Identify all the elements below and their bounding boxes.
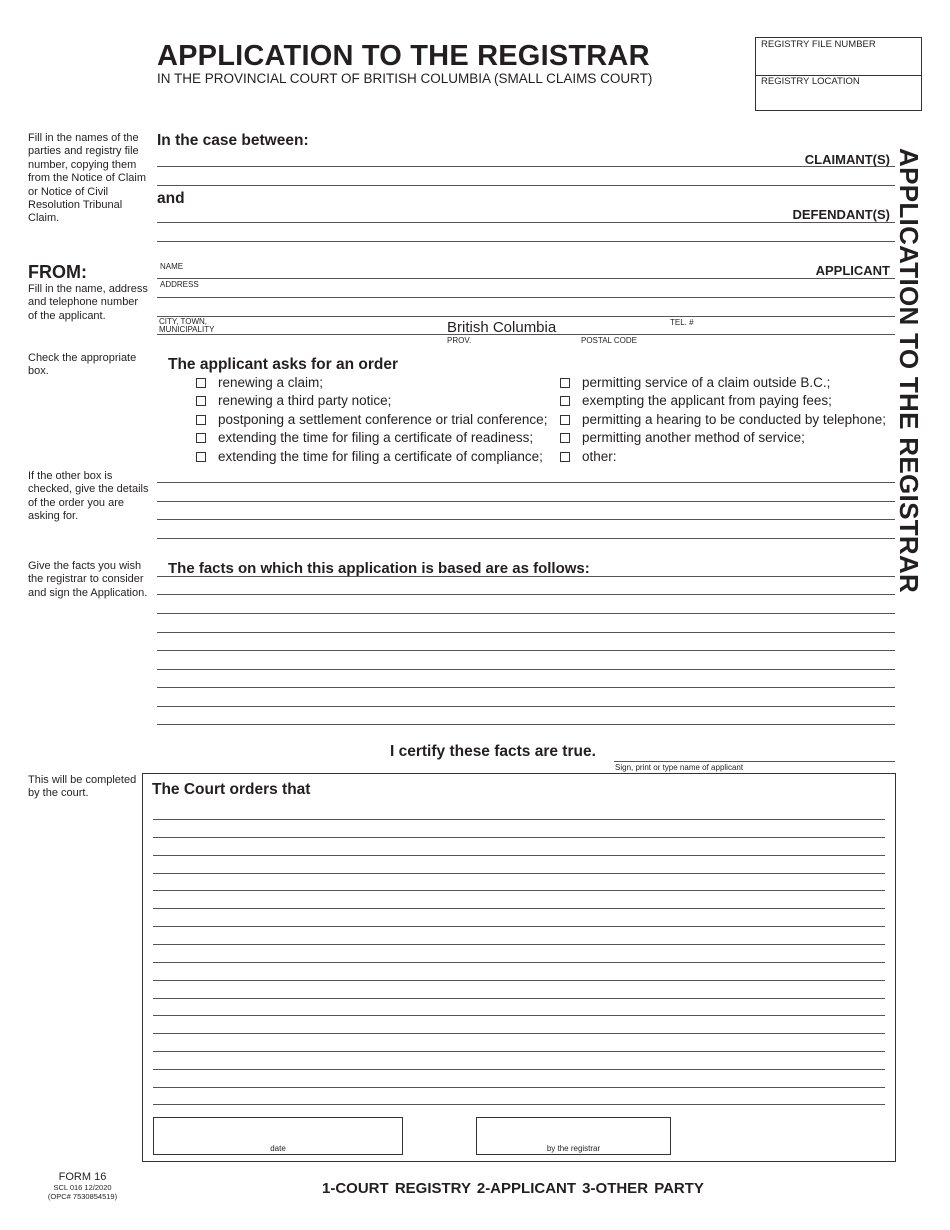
facts-line[interactable] [157, 650, 895, 651]
registry-location-label: REGISTRY LOCATION [761, 76, 860, 87]
name-line[interactable] [157, 278, 895, 279]
city-line[interactable] [157, 334, 895, 335]
option-other: other: [582, 449, 617, 464]
form-number: FORM 16 [58, 1171, 107, 1183]
claimant-line-2[interactable] [157, 185, 895, 186]
option-extending-compliance: extending the time for filing a certificate of compliance; [218, 449, 543, 464]
court-orders-line[interactable] [153, 1033, 885, 1034]
other-details-line[interactable] [157, 501, 895, 502]
from-heading: FROM: [28, 262, 87, 282]
facts-line[interactable] [157, 687, 895, 688]
court-orders-line[interactable] [153, 890, 885, 891]
form-code: SCL 016 12/2020 [53, 1183, 112, 1192]
claimant-label: CLAIMANT(S) [804, 152, 890, 167]
facts-line[interactable] [157, 669, 895, 670]
court-orders-line[interactable] [153, 1104, 885, 1105]
form-subtitle: IN THE PROVINCIAL COURT OF BRITISH COLUMBIA (SMALL CLAIMS COURT) [157, 71, 653, 86]
parties-instructions: Fill in the names of the parties and registry file number, copying them from the Notice of Claim or Notice of Civil Resolution Tribunal Claim. [28, 132, 146, 225]
option-renewing-claim: renewing a claim; [218, 375, 324, 390]
address-line-2[interactable] [157, 316, 895, 317]
side-title-text: APPLICATION TO THE REGISTRAR [894, 148, 924, 594]
registry-box [755, 37, 922, 111]
check-box-instructions: Check the appropriate box. [28, 352, 137, 378]
city-label-2: MUNICIPALITY [159, 325, 215, 334]
checkbox-exempting-fees[interactable] [560, 396, 570, 406]
claimant-line-1[interactable] [157, 166, 895, 167]
tel-label: TEL. # [670, 318, 694, 327]
other-details-line[interactable] [157, 519, 895, 520]
court-orders-line[interactable] [153, 1015, 885, 1016]
order-request-heading: The applicant asks for an order [168, 356, 398, 373]
registry-file-number-label: REGISTRY FILE NUMBER [761, 39, 876, 50]
checkbox-renewing-third-party[interactable] [196, 396, 206, 406]
checkbox-other-service[interactable] [560, 433, 570, 443]
court-orders-line[interactable] [153, 855, 885, 856]
checkbox-extending-readiness[interactable] [196, 433, 206, 443]
from-instructions: Fill in the name, address and telephone number of the applicant. [28, 283, 148, 322]
facts-line[interactable] [157, 632, 895, 633]
checkbox-postponing-conference[interactable] [196, 415, 206, 425]
facts-line[interactable] [157, 576, 895, 577]
facts-line[interactable] [157, 724, 895, 725]
postal-code-label: POSTAL CODE [581, 336, 638, 345]
applicant-label: APPLICANT [815, 263, 890, 278]
registrar-label: by the registrar [546, 1144, 601, 1153]
province-value: British Columbia [447, 319, 557, 336]
facts-line[interactable] [157, 613, 895, 614]
distribution-list: 1-COURT REGISTRY 2-APPLICANT 3-OTHER PARTY [322, 1180, 704, 1197]
province-label: PROV. [447, 336, 472, 345]
option-exempting-fees: exempting the applicant from paying fees; [582, 393, 832, 408]
and-label: and [157, 190, 185, 207]
address-line[interactable] [157, 297, 895, 298]
facts-line[interactable] [157, 594, 895, 595]
signature-line[interactable] [614, 761, 895, 762]
side-title [893, 148, 929, 628]
option-extending-readiness: extending the time for filing a certificate of readiness; [218, 430, 534, 445]
court-orders-line[interactable] [153, 998, 885, 999]
option-other-service: permitting another method of service; [582, 430, 805, 445]
option-service-outside-bc: permitting service of a claim outside B.C.; [582, 375, 831, 390]
option-renewing-third-party: renewing a third party notice; [218, 393, 392, 408]
city-label-1: CITY, TOWN, [159, 317, 208, 326]
defendant-label: DEFENDANT(S) [792, 207, 890, 222]
form-identification [45, 1171, 120, 1201]
facts-heading: The facts on which this application is based are as follows: [168, 560, 590, 577]
address-label: ADDRESS [160, 280, 199, 289]
date-label: date [270, 1144, 286, 1153]
court-orders-box [142, 773, 896, 1162]
court-orders-line[interactable] [153, 944, 885, 945]
option-telephone-hearing: permitting a hearing to be conducted by telephone; [582, 412, 886, 427]
facts-instructions: Give the facts you wish the registrar to consider and sign the Application. [28, 560, 148, 599]
other-box-instructions: If the other box is checked, give the details of the order you are asking for. [28, 470, 149, 523]
name-label: NAME [160, 262, 184, 271]
registrar-signature-box[interactable] [476, 1117, 671, 1155]
court-orders-heading: The Court orders that [152, 781, 311, 798]
checkbox-extending-compliance[interactable] [196, 452, 206, 462]
case-between-heading: In the case between: [157, 132, 309, 149]
defendant-line-1[interactable] [157, 222, 895, 223]
checkbox-telephone-hearing[interactable] [560, 415, 570, 425]
court-orders-line[interactable] [153, 1051, 885, 1052]
court-instructions: This will be completed by the court. [28, 774, 137, 800]
court-orders-line[interactable] [153, 837, 885, 838]
checkbox-renewing-claim[interactable] [196, 378, 206, 388]
court-orders-line[interactable] [153, 873, 885, 874]
facts-line[interactable] [157, 706, 895, 707]
certify-statement: I certify these facts are true. [390, 743, 596, 760]
court-orders-line[interactable] [153, 1069, 885, 1070]
checkbox-service-outside-bc[interactable] [560, 378, 570, 388]
signature-label: Sign, print or type name of applicant [615, 763, 744, 772]
court-orders-line[interactable] [153, 980, 885, 981]
opc-number: (OPC# 7530854519) [47, 1192, 118, 1201]
court-orders-line[interactable] [153, 908, 885, 909]
date-box[interactable] [153, 1117, 403, 1155]
checkbox-other[interactable] [560, 452, 570, 462]
defendant-line-2[interactable] [157, 241, 895, 242]
court-orders-line[interactable] [153, 926, 885, 927]
option-postponing-conference: postponing a settlement conference or trial conference; [218, 412, 548, 427]
court-orders-line[interactable] [153, 962, 885, 963]
other-details-line[interactable] [157, 538, 895, 539]
other-details-line[interactable] [157, 482, 895, 483]
form-title: APPLICATION TO THE REGISTRAR [157, 40, 650, 72]
court-orders-line[interactable] [153, 819, 885, 820]
court-orders-line[interactable] [153, 1087, 885, 1088]
